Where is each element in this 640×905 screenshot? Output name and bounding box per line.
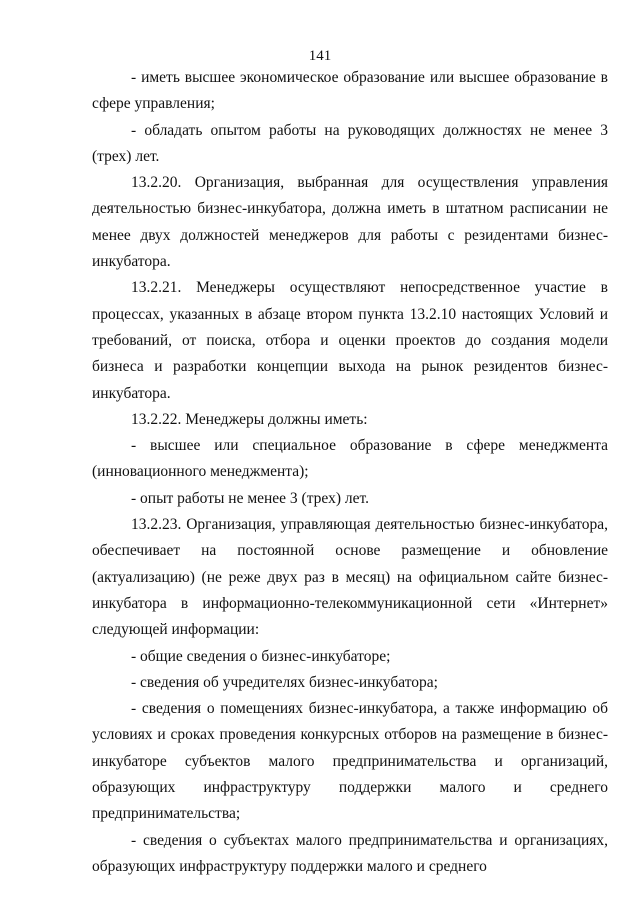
paragraph-management-experience: - обладать опытом работы на руководящих должностях не менее 3 (трех) лет.	[92, 121, 608, 165]
paragraph-premises-info: - сведения о помещениях бизнес-инкубатора, а также информацию об условиях и сроках проведения конкурсных отборов на размещение в бизнес-инкубаторе субъектов малого предпринимательства и организаций, образующих инфраструктуру поддержки малого и среднего предпринимательства;	[92, 700, 608, 823]
document-body	[92, 65, 608, 880]
paragraph-education-requirement: - иметь высшее экономическое образование или высшее образование в сфере управления;	[92, 69, 608, 113]
paragraph-general-info: - общие сведения о бизнес-инкубаторе;	[131, 647, 391, 665]
paragraph-13-2-22: 13.2.22. Менеджеры должны иметь:	[131, 410, 368, 428]
paragraph-13-2-21: 13.2.21. Менеджеры осуществляют непосредственное участие в процессах, указанных в абзаце втором пункта 13.2.10 настоящих Условий и требований, от поиска, отбора и оценки проектов до создания модели бизнеса и разработки концепции выхода на рынок резидентов бизнес-инкубатора.	[92, 279, 608, 402]
paragraph-manager-experience: - опыт работы не менее 3 (трех) лет.	[131, 489, 369, 507]
paragraph-founders-info: - сведения об учредителях бизнес-инкубатора;	[131, 673, 438, 691]
paragraph-13-2-23: 13.2.23. Организация, управляющая деятельностью бизнес-инкубатора, обеспечивает на постоянной основе размещение и обновление (актуализацию) (не реже двух раз в месяц) на официальном сайте бизнес-инкубатора в информационно-телекоммуникационной сети «Интернет» следующей информации:	[92, 516, 608, 639]
paragraph-subjects-info: - сведения о субъектах малого предпринимательства и организациях, образующих инфраструктуру поддержки малого и среднего	[92, 831, 608, 875]
paragraph-13-2-20: 13.2.20. Организация, выбранная для осуществления управления деятельностью бизнес-инкубатора, должна иметь в штатном расписании не менее двух должностей менеджеров для работы с резидентами бизнес-инкубатора.	[92, 174, 608, 271]
page-number: 141	[308, 48, 332, 64]
paragraph-manager-education: - высшее или специальное образование в сфере менеджмента (инновационного менеджмента);	[92, 437, 608, 481]
